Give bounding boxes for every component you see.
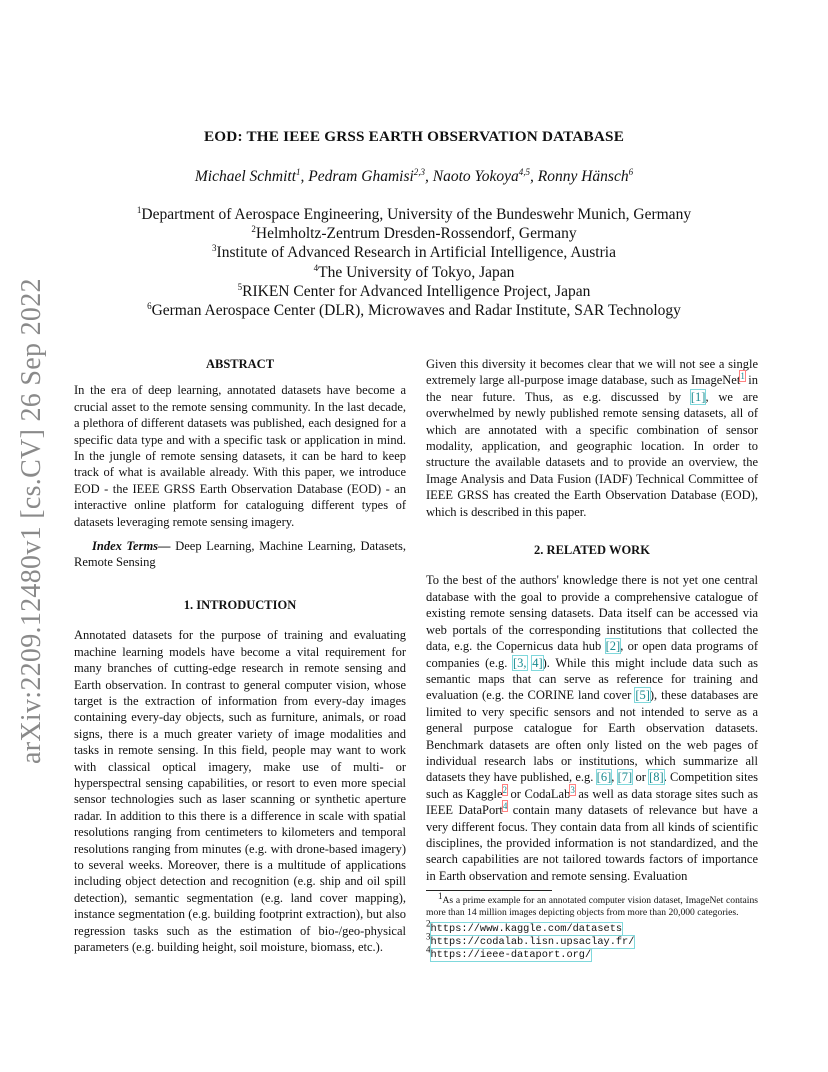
abstract-heading: ABSTRACT <box>205 357 275 371</box>
footnote-link[interactable]: 4 <box>502 801 508 811</box>
affiliation: $^6$German Aerospace Center (DLR), Microwaves and Radar Institute, SAR Technology <box>147 300 681 320</box>
left-column <box>74 356 406 955</box>
citation-link[interactable]: 4] <box>532 655 543 670</box>
author: Ronny Hänsch$^6$ <box>537 166 634 185</box>
citation-link[interactable]: [6] <box>596 770 612 785</box>
footnote: $^2$https://www.kaggle.com/datasets <box>426 918 623 935</box>
right-column <box>426 356 758 962</box>
introduction-body: Annotated datasets for the purpose of training and evaluating machine learning models have become a vital requirement for many branches of cutting-edge research in remote sensing and Earth observation. In contrast to general computer vision, whose target is the extraction of information from every-day images containing every-day objects, such as furniture, animals, or road signs, there is a much greater variety of image modalities and tasks in remote sensing. In this field, people may want to work with classical optical imagery, make use of multi- or hyperspectral sensing capabilities, or resort to even more special sensor technologies such as laser scanning or synthetic aperture radar. In addition to this there is a difference in scale with spatial resolutions ranging from centimeters to kilometers and temporal resolutions ranging from minutes (e.g. with drone-based imagery) to several weeks. Moreover, there is a multitude of applications including object detection and recognition (e.g. ship and oil spill detection), semantic segmentation (e.g. land cover mapping), instance segmentation (e.g. building footprint extraction), but also regression tasks such as the estimation of bio-/geo-physical parameters (e.g. building height, soil moisture, biomass, etc.). <box>74 628 406 954</box>
citation-link[interactable]: [1] <box>690 389 706 404</box>
paragraph: Given this diversity it becomes clear that we will not see a single extremely large all-purpose image database, such as ImageNet$^1$ in the near future. Thus, as e.g. discussed by [1], we are overwhelmed by newly published remote sensing datasets, all of which are annotated with a specific combination of sensor modality, application, and geographic location. In order to structure the available datasets and to provide an overview, the Image Analysis and Data Fusion (IADF) Technical Committee of IEEE GRSS has created the Earth Observation Database (EOD), which is described in this paper. <box>426 357 758 519</box>
affiliation: $^3$Institute of Advanced Research in Artificial Intelligence, Austria <box>212 243 616 262</box>
citation-link[interactable]: [7] <box>617 770 633 785</box>
paper-title: EOD: THE IEEE GRSS EARTH OBSERVATION DATABASE <box>203 128 625 145</box>
footnote: $^3$https://codalab.lisn.upsaclay.fr/ <box>426 931 635 948</box>
footnote-link[interactable]: 2 <box>502 784 508 795</box>
citation-link[interactable]: [5] <box>635 688 650 703</box>
footnote-url-link[interactable]: https://www.kaggle.com/datasets <box>430 922 623 935</box>
section-heading-introduction: 1. INTRODUCTION <box>183 597 297 612</box>
footnote: $^4$https://ieee-dataport.org/ <box>426 944 592 962</box>
footnote-url-link[interactable]: https://ieee-dataport.org/ <box>430 949 592 962</box>
arxiv-identifier[interactable]: arXiv:2209.12480v1 [cs.CV] 26 Sep 2022 <box>16 278 47 764</box>
section-heading-related-work: 2. RELATED WORK <box>534 543 650 558</box>
index-terms: Index Terms— Deep Learning, Machine Learning, Datasets, Remote Sensing <box>74 539 407 570</box>
affiliation-list <box>0 205 828 320</box>
footnote-link[interactable]: 3 <box>570 784 575 795</box>
author: Pedram Ghamisi$^{2,3}$ <box>308 166 426 185</box>
footnote-link[interactable]: 1 <box>740 371 745 382</box>
abstract-body: In the era of deep learning, annotated datasets have become a crucial asset to the remote sensing community. In the last decade, a plethora of different datasets was published, each designed for a specific data type and with a specific task or application in mind. In the jungle of remote sensing datasets, it can be hard to keep track of what is available already. With this paper, we introduce EOD - the IEEE GRSS Earth Observation Database (EOD) - an interactive online platform for cataloguing different types of datasets leveraging remote sensing imagery. <box>74 383 406 529</box>
author-list: Michael Schmitt$^1$, Pedram Ghamisi$^{2,3}$, Naoto Yokoya$^{4,5}$, Ronny Hänsch$^6$ <box>194 166 634 185</box>
citation-link[interactable]: [2] <box>605 639 621 654</box>
footnote-url-link[interactable]: https://codalab.lisn.upsaclay.fr/ <box>430 935 635 948</box>
author: Naoto Yokoya$^{4,5}$ <box>432 166 531 185</box>
related-work-body: To the best of the authors' knowledge there is not yet one central database with the goal to provide a comprehensive catalogue of existing remote sensing datasets. Data itself can be accessed via web portals of the corresponding institutions that collected the data, e.g. the Copernicus data hub [2], or open data programs of companies (e.g. [3, 4]). While this might include data such as semantic maps that can serve as reference for training and evaluation (e.g. the CORINE land cover [5]), these databases are limited to very specific sensors and not intended to serve as a general purpose catalogue for Earth observation datasets. Benchmark datasets are often only listed on the web pages of individual research labs or institutions, which summarize all datasets they have published, e.g. [6], [7] or [8]. Competition sites such as Kaggle$^2$ or CodaLab$^3$ as well as data storage sites such as IEEE DataPort$^4$ contain many datasets of relevance but have a very different focus. They contain data from all kinds of scientific disciplines, the provided information is not standardized, and the search capabilities are not tailored towards factors of importance in Earth observation and remote sensing. Evaluation <box>426 573 759 883</box>
citation-link[interactable]: [8] <box>649 770 664 785</box>
affiliation: $^2$Helmholtz-Zentrum Dresden-Rossendorf, Germany <box>251 224 577 243</box>
affiliation: $^4$The University of Tokyo, Japan <box>313 262 515 281</box>
affiliation: $^5$RIKEN Center for Advanced Intelligence Project, Japan <box>237 281 591 300</box>
footnote: $^1$As a prime example for an annotated computer vision dataset, ImageNet contains more than 14 million images depicting objects from more than 20,000 categories. <box>426 891 758 918</box>
citation-link[interactable]: [3, <box>512 655 527 670</box>
affiliation: $^1$Department of Aerospace Engineering, University of the Bundeswehr Munich, Germany <box>136 204 692 223</box>
footnote-divider <box>426 890 552 891</box>
index-terms-label: Index Terms— <box>92 539 171 554</box>
author: Michael Schmitt$^1$ <box>194 166 301 185</box>
